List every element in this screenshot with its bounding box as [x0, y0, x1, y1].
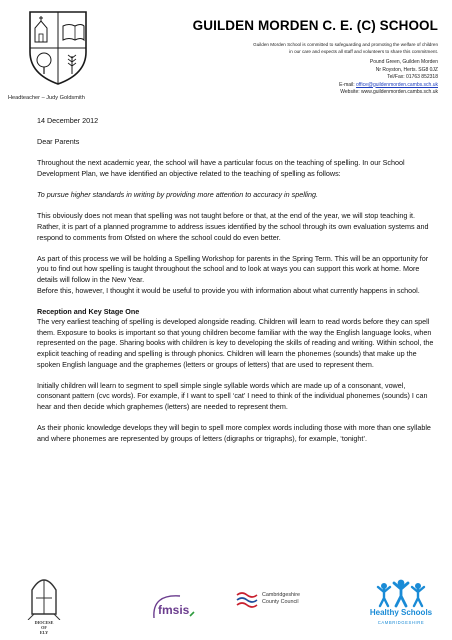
objective-statement: To pursue higher standards in writing by providing more attention to accuracy in spelling. — [37, 190, 318, 200]
diocese-line-2: OF — [41, 625, 47, 630]
paragraph-segmenting: Initially children will learn to segment to spell simple single syllable words which are made up of a consonant, vowel, consonant pattern (cvc words). For example, if I want to spell ‘cat’ I need to think of the individual phonemes (sounds) I can hear and then decide which graphemes (letters) are needed to represent them. — [37, 380, 428, 412]
paragraph-workshop: As part of this process we will be holding a Spelling Workshop for parents in the Spring Term. This will be an opportunity for you to find out how spelling is taught throughout the school and to look at ways you can support this work at home. More details will follow in the New Year. — [37, 253, 429, 284]
safeguarding-line-2: in our care and expects all staff and volunteers to share this commitment. — [289, 48, 438, 54]
address-line-1: Pound Green, Guilden Morden — [369, 59, 438, 65]
cambs-line-1: Cambridgeshire — [262, 592, 301, 598]
website: Website: www.guildenmorden.cambs.sch.uk — [340, 89, 438, 95]
school-name-heading: GUILDEN MORDEN C. E. (C) SCHOOL — [192, 18, 438, 33]
fmsis-wordmark: fmsis — [158, 603, 190, 617]
fmsis-logo — [150, 590, 196, 622]
cambridgeshire-county-council-logo — [236, 590, 336, 614]
headteacher-name: Headteacher – Judy Goldsmith — [8, 95, 85, 101]
salutation: Dear Parents — [37, 137, 80, 147]
school-crest-logo — [26, 8, 90, 86]
safeguarding-line-1: Guilden Morden School is committed to safeguarding and promoting the welfare of children — [253, 42, 438, 47]
mitre-icon — [24, 568, 64, 620]
diocese-of-ely-logo — [24, 568, 64, 636]
council-waves-icon — [236, 590, 260, 610]
paragraph-phonics-development: As their phonic knowledge develops they will begin to spell more complex words including those with more than one syllable and where phonemes are represented by groups of letters (digraphs or trigraphs), for example, ‘tonight’. — [37, 423, 431, 443]
healthy-schools-logo — [362, 578, 440, 632]
letter-date: 14 December 2012 — [37, 116, 99, 125]
healthy-schools-title: Healthy Schools — [369, 608, 433, 617]
safeguarding-statement — [158, 42, 438, 55]
phone-number: Tel/Fax: 01763 852318 — [387, 74, 438, 80]
paragraph-workshop-followup: Before this, however, I thought it would be useful to provide you with information about what currently happens in school. — [37, 285, 420, 295]
school-address-block — [339, 59, 438, 97]
diocese-line-3: ELY — [39, 630, 49, 635]
cambs-line-2: County Council — [262, 598, 299, 605]
children-figures-icon — [362, 578, 440, 608]
letter-body — [37, 116, 437, 455]
diocese-line-1: DIOCESE — [34, 620, 54, 625]
paragraph-early-spelling: The very earliest teaching of spelling is developed alongside reading. Children will learn to read words before they can spell them. Exposure to books is important so that young children become familiar with the way the English language looks, when represented on the page. Sharing books with children is key to developing the skills of reading and writing. Within school, the explicit teaching of reading and spelling is through phonics. Children will learn the phonemes (sounds) that make up the spoken English language and the graphemes (letters or groups of letters) that are used to represent them. — [37, 317, 434, 369]
healthy-schools-subtitle: CAMBRIDGESHIRE — [377, 620, 425, 625]
footer-logos — [0, 568, 452, 634]
email-link[interactable]: office@guildenmorden.cambs.sch.uk — [356, 81, 438, 88]
address-line-2: Nr Royston, Herts. SG8 0JZ — [375, 66, 438, 73]
section-heading: Reception and Key Stage One — [37, 306, 140, 316]
paragraph-intro: Throughout the next academic year, the school will have a particular focus on the teaching of spelling. In our School Development Plan, we have identified an objective related to the teaching of spelling as follows: — [37, 158, 405, 178]
email-row — [339, 82, 438, 90]
paragraph-purpose: This obviously does not mean that spelling was not taught before or that, at the end of the year, we will stop teaching it. Rather, it is part of a planned programme to address issues identified by the school through its own evaluation systems and respond to comments from Ofsted on where the school could do even better. — [37, 211, 429, 242]
email-label: E-mail: — [339, 81, 357, 88]
